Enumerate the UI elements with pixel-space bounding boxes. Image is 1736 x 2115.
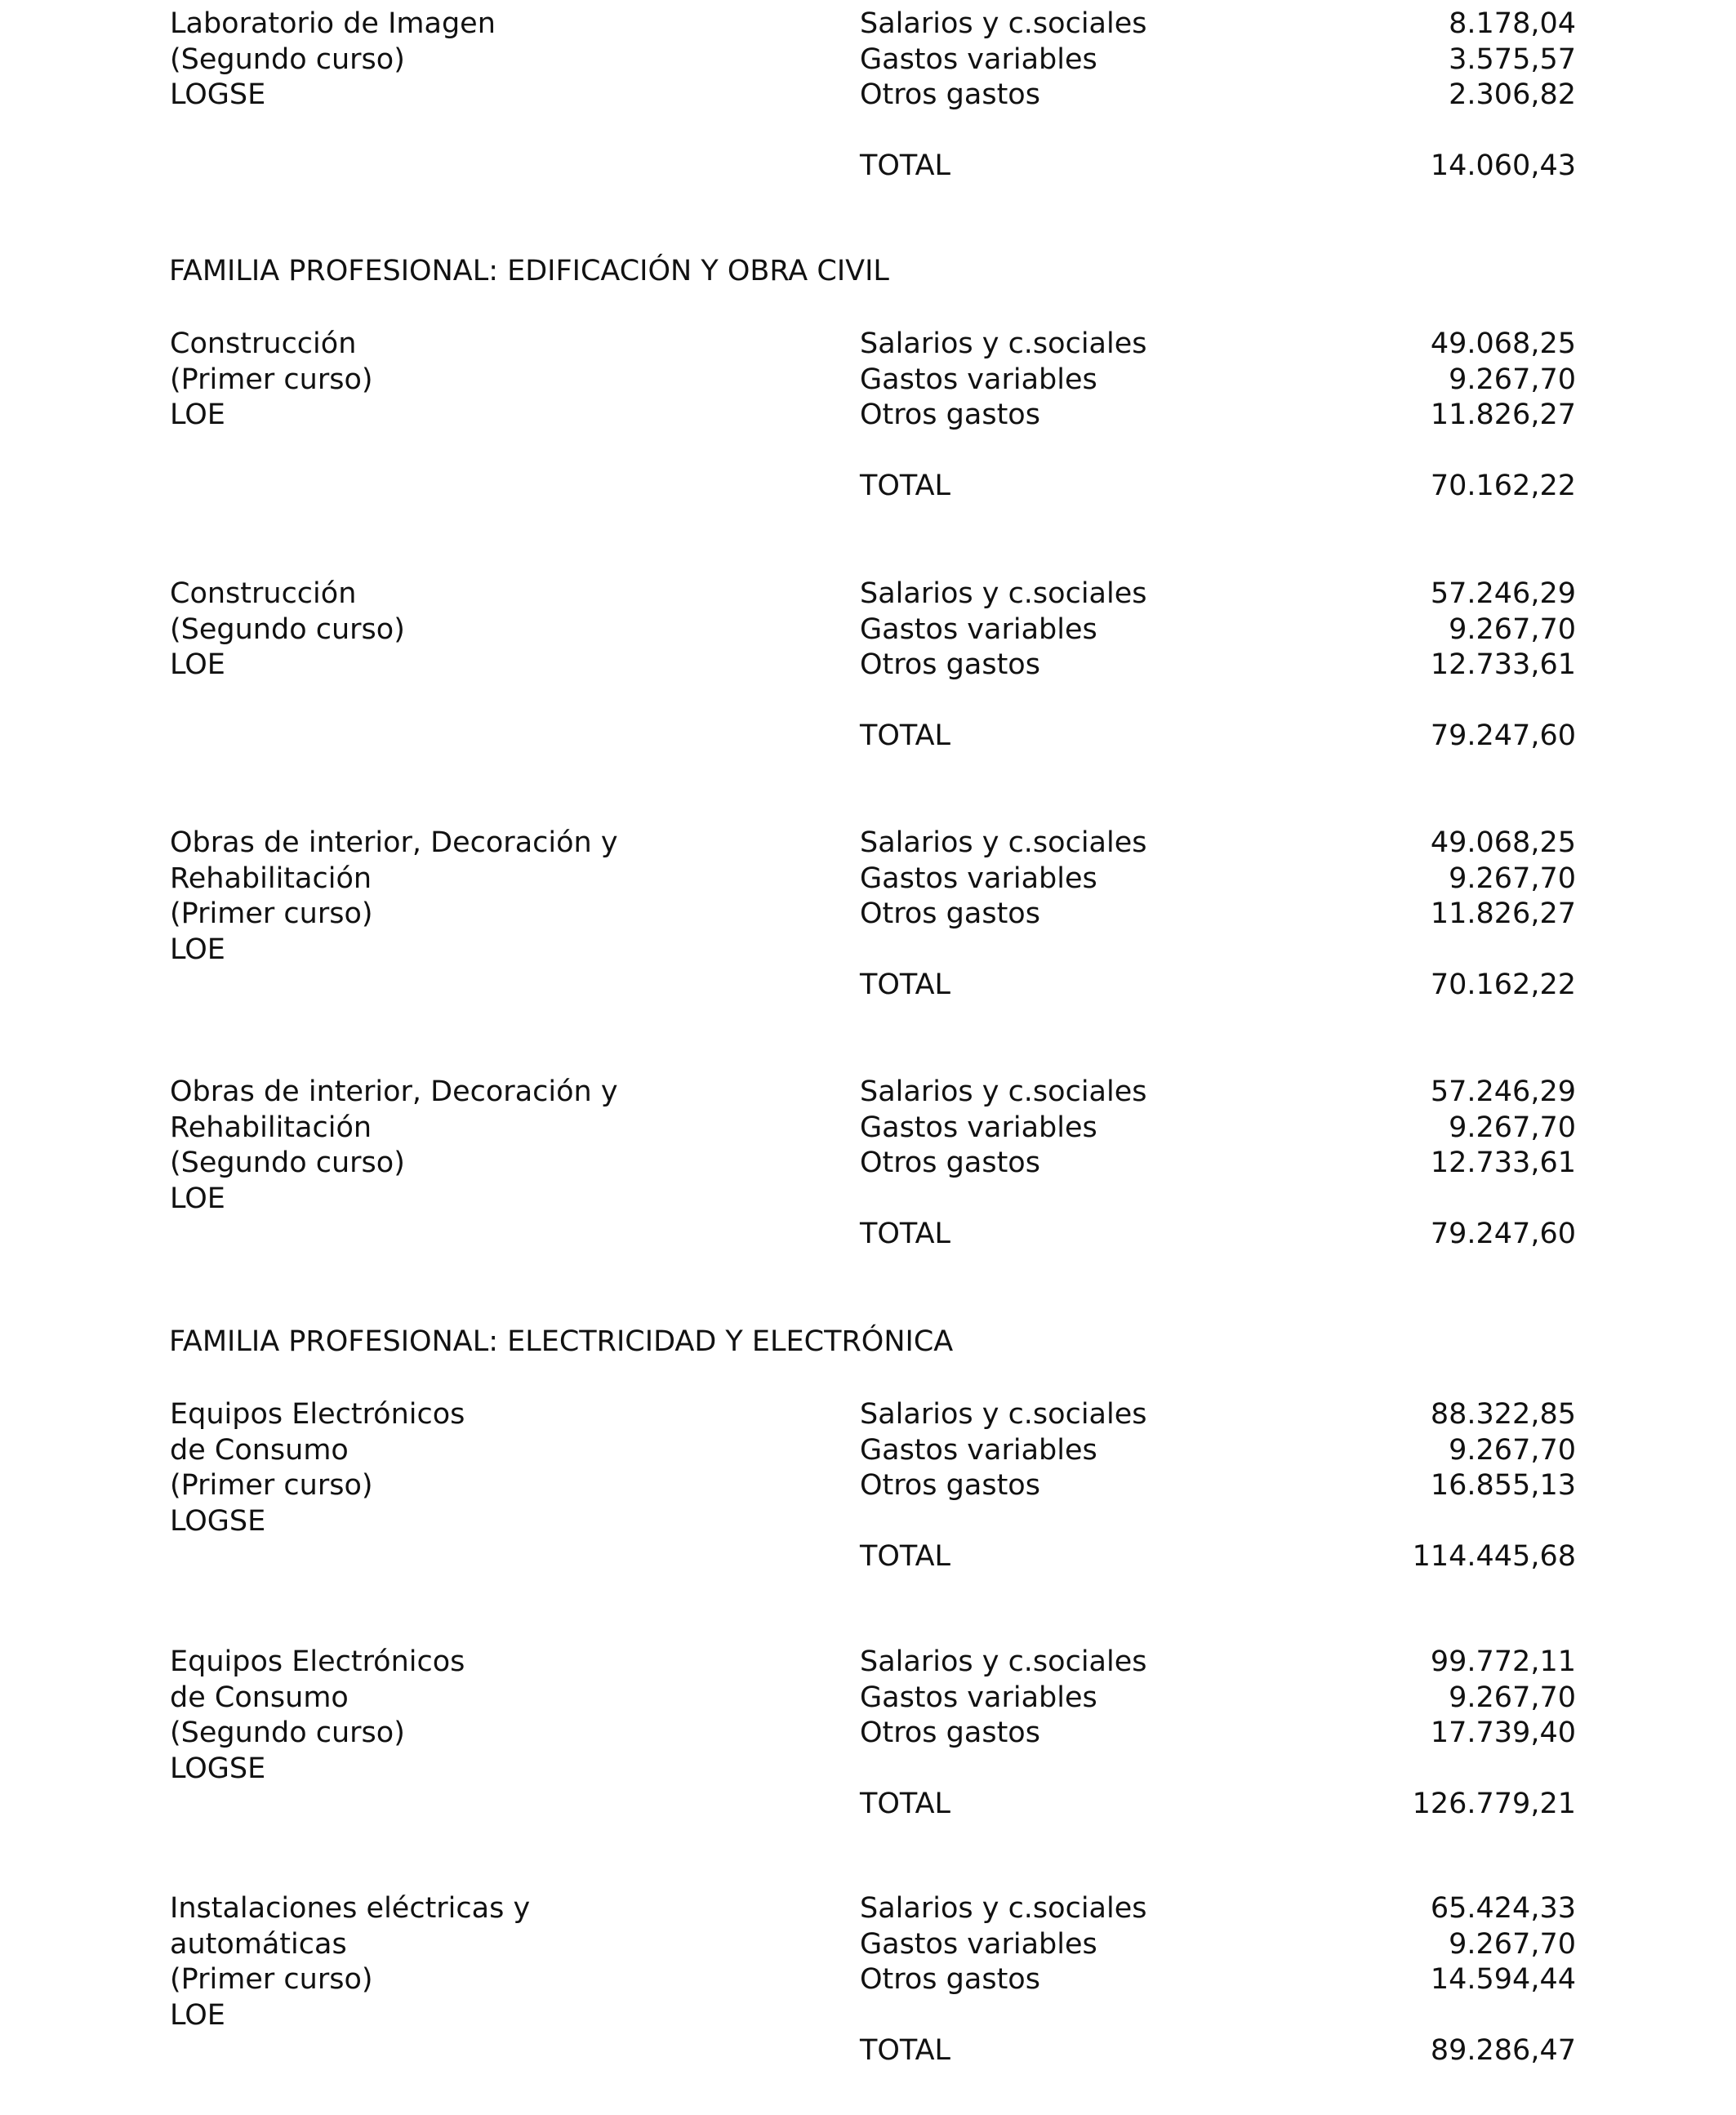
cost-amount: 16.855,13: [1430, 1469, 1576, 1502]
total-amount: 79.247,60: [1430, 1218, 1576, 1250]
total-label: TOTAL: [860, 968, 951, 1001]
cost-label: Gastos variables: [860, 363, 1097, 396]
course-title-cont: Rehabilitación: [170, 1111, 372, 1144]
cost-label: Salarios y c.sociales: [860, 1398, 1147, 1431]
total-amount: 126.779,21: [1412, 1788, 1576, 1820]
course-title: Equipos Electrónicos: [170, 1645, 465, 1678]
cost-amount: 99.772,11: [1430, 1645, 1576, 1678]
cost-labels: [860, 577, 1284, 683]
cost-amount: 9.267,70: [1449, 1927, 1576, 1961]
cost-amounts: [1339, 826, 1576, 933]
cost-label: Gastos variables: [860, 1433, 1097, 1467]
cost-amount: 9.267,70: [1449, 1111, 1576, 1144]
course-title: Laboratorio de Imagen: [170, 7, 496, 40]
course-law: LOGSE: [170, 1752, 266, 1785]
course-law: LOE: [170, 1998, 225, 2032]
course-year: (Primer curso): [170, 1469, 373, 1502]
cost-label: Gastos variables: [860, 1681, 1097, 1714]
cost-amount: 57.246,29: [1430, 577, 1576, 610]
cost-label: Salarios y c.sociales: [860, 1645, 1147, 1678]
total-label: TOTAL: [860, 1788, 951, 1820]
course-title: Construcción: [170, 577, 357, 610]
cost-label: Salarios y c.sociales: [860, 826, 1147, 859]
cost-amount: 2.306,82: [1449, 78, 1576, 111]
cost-amounts: [1339, 1397, 1576, 1504]
course-law: LOE: [170, 1182, 225, 1215]
cost-amounts: [1339, 1891, 1576, 1998]
cost-label: Otros gastos: [860, 1147, 1040, 1179]
total-amount: 70.162,22: [1430, 470, 1576, 502]
course-year: (Segundo curso): [170, 1147, 405, 1179]
cost-amount: 11.826,27: [1430, 897, 1576, 930]
course-year: (Segundo curso): [170, 1716, 405, 1749]
cost-label: Otros gastos: [860, 897, 1040, 930]
cost-label: Salarios y c.sociales: [860, 327, 1147, 360]
course-law: LOE: [170, 933, 225, 966]
cost-label: Salarios y c.sociales: [860, 1075, 1147, 1108]
course-name: [170, 577, 839, 683]
cost-labels: [860, 826, 1284, 933]
total-label: TOTAL: [860, 2034, 951, 2067]
course-name: [170, 1075, 839, 1217]
course-title: Construcción: [170, 327, 357, 360]
cost-amount: 49.068,25: [1430, 826, 1576, 859]
cost-label: Otros gastos: [860, 1963, 1040, 1996]
course-name: [170, 1397, 839, 1539]
cost-amount: 49.068,25: [1430, 327, 1576, 360]
cost-label: Otros gastos: [860, 1716, 1040, 1749]
course-year: (Segundo curso): [170, 42, 405, 76]
course-title-cont: de Consumo: [170, 1433, 349, 1467]
course-name: [170, 1645, 839, 1787]
cost-amount: 88.322,85: [1430, 1398, 1576, 1431]
cost-label: Gastos variables: [860, 1111, 1097, 1144]
cost-amount: 9.267,70: [1449, 363, 1576, 396]
course-name: [170, 1891, 839, 2033]
cost-label: Salarios y c.sociales: [860, 1892, 1147, 1925]
course-title: Obras de interior, Decoración y: [170, 826, 618, 859]
course-name: [170, 826, 839, 968]
course-year: (Primer curso): [170, 897, 373, 930]
cost-labels: [860, 1891, 1284, 1998]
cost-amount: 14.594,44: [1430, 1963, 1576, 1996]
cost-labels: [860, 7, 1284, 114]
total-amount: 70.162,22: [1430, 968, 1576, 1001]
cost-label: Otros gastos: [860, 1469, 1040, 1502]
total-label: TOTAL: [860, 719, 951, 752]
cost-labels: [860, 1075, 1284, 1182]
course-year: (Segundo curso): [170, 612, 405, 646]
cost-amount: 9.267,70: [1449, 862, 1576, 895]
cost-amount: 9.267,70: [1449, 1681, 1576, 1714]
cost-amounts: [1339, 1645, 1576, 1752]
cost-label: Gastos variables: [860, 862, 1097, 895]
course-year: (Primer curso): [170, 1963, 373, 1996]
cost-amounts: [1339, 577, 1576, 683]
cost-amount: 65.424,33: [1430, 1892, 1576, 1925]
cost-amounts: [1339, 7, 1576, 114]
cost-labels: [860, 1397, 1284, 1504]
total-amount: 79.247,60: [1430, 719, 1576, 752]
course-name: [170, 7, 839, 114]
course-law: LOE: [170, 648, 225, 681]
cost-labels: [860, 327, 1284, 434]
cost-label: Gastos variables: [860, 42, 1097, 76]
cost-label: Gastos variables: [860, 1927, 1097, 1961]
cost-amount: 12.733,61: [1430, 648, 1576, 681]
cost-amount: 57.246,29: [1430, 1075, 1576, 1108]
course-title: Instalaciones eléctricas y: [170, 1892, 531, 1925]
cost-amount: 9.267,70: [1449, 1433, 1576, 1467]
course-title-cont: de Consumo: [170, 1681, 349, 1714]
cost-amounts: [1339, 327, 1576, 434]
total-label: TOTAL: [860, 1218, 951, 1250]
cost-amount: 11.826,27: [1430, 399, 1576, 431]
cost-label: Salarios y c.sociales: [860, 577, 1147, 610]
course-title: Obras de interior, Decoración y: [170, 1075, 618, 1108]
cost-amount: 3.575,57: [1449, 42, 1576, 76]
total-label: TOTAL: [860, 1540, 951, 1573]
cost-label: Otros gastos: [860, 399, 1040, 431]
cost-amount: 8.178,04: [1449, 7, 1576, 40]
cost-label: Otros gastos: [860, 78, 1040, 111]
cost-labels: [860, 1645, 1284, 1752]
cost-amount: 12.733,61: [1430, 1147, 1576, 1179]
course-law: LOGSE: [170, 78, 266, 111]
total-amount: 14.060,43: [1430, 149, 1576, 182]
family-heading: FAMILIA PROFESIONAL: EDIFICACIÓN Y OBRA CIVIL: [169, 255, 889, 287]
cost-amount: 9.267,70: [1449, 612, 1576, 646]
course-law: LOE: [170, 399, 225, 431]
cost-label: Otros gastos: [860, 648, 1040, 681]
course-title: Equipos Electrónicos: [170, 1398, 465, 1431]
course-year: (Primer curso): [170, 363, 373, 396]
family-heading: FAMILIA PROFESIONAL: ELECTRICIDAD Y ELECTRÓNICA: [169, 1325, 954, 1358]
total-label: TOTAL: [860, 470, 951, 502]
cost-amount: 17.739,40: [1430, 1716, 1576, 1749]
total-amount: 89.286,47: [1430, 2034, 1576, 2067]
cost-label: Gastos variables: [860, 612, 1097, 646]
total-amount: 114.445,68: [1412, 1540, 1576, 1573]
cost-amounts: [1339, 1075, 1576, 1182]
course-title-cont: automáticas: [170, 1927, 347, 1961]
course-title-cont: Rehabilitación: [170, 862, 372, 895]
course-name: [170, 327, 839, 434]
course-law: LOGSE: [170, 1504, 266, 1538]
total-label: TOTAL: [860, 149, 951, 182]
cost-label: Salarios y c.sociales: [860, 7, 1147, 40]
